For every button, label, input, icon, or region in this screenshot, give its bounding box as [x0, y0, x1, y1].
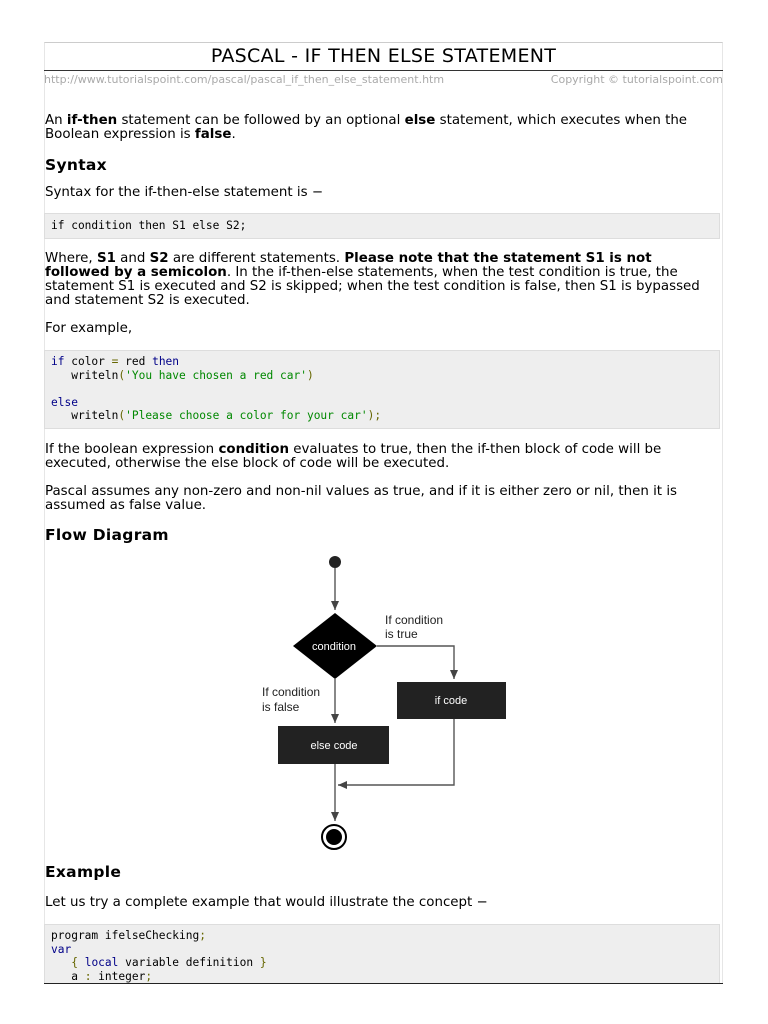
example-lead: For example, — [45, 321, 133, 336]
code-line-5: writeln('Please choose a color for your car'); — [51, 409, 382, 423]
code-line-4: else — [51, 395, 78, 409]
example-heading: Example — [45, 863, 122, 881]
program-line-2: var — [51, 942, 72, 956]
source-url[interactable]: http://www.tutorialspoint.com/pascal/pascal_if_then_else_statement.htm — [44, 73, 445, 86]
syntax-code-line: if condition then S1 else S2; — [51, 219, 247, 232]
true-label-line2: is true — [385, 627, 418, 641]
true-label-line1: If condition — [385, 613, 444, 627]
syntax-heading: Syntax — [45, 156, 107, 174]
truth-paragraph: Pascal assumes any non-zero and non-nil values as true, and if it is either zero or nil, then it is assumed as false value. — [45, 484, 678, 513]
page-bottom-rule — [44, 983, 723, 984]
explain-paragraph: If the boolean expression condition evaluates to true, then the if-then block of code will be executed, otherwise the else block of code will be executed. — [45, 442, 662, 471]
code-line-1: if color = red then — [51, 355, 180, 368]
program-line-4: a : integer; — [51, 969, 153, 983]
program-line-3: { local variable definition } — [71, 956, 267, 970]
program-code-block — [44, 924, 720, 983]
copyright-notice: Copyright © tutorialspoint.com — [550, 73, 723, 86]
condition-label: condition — [311, 641, 357, 653]
true-branch-arrow — [377, 646, 454, 679]
else-code-label: else code — [310, 740, 358, 752]
code-line-2: writeln('You have chosen a red car') — [51, 368, 314, 382]
false-label-line2: is false — [262, 700, 300, 714]
intro-paragraph: An if-then statement can be followed by an optional else statement, which executes when the Boolean expression is false. — [45, 113, 688, 142]
end-node — [326, 829, 342, 845]
flow-diagram-heading: Flow Diagram — [45, 526, 169, 544]
page-title: PASCAL - IF THEN ELSE STATEMENT — [210, 45, 557, 67]
where-paragraph: Where, S1 and S2 are different statements. Please note that the statement S1 is not followed by a semicolon. In the if-then-else statements, when the test condition is true, the statement S1 is executed and S2 is skipped; when the test condition is false, then S1 is bypassed and statement S2 is executed. — [45, 251, 700, 308]
false-label-line1: If condition — [262, 685, 321, 699]
program-line-1: program ifelseChecking; — [51, 929, 206, 942]
start-node — [329, 556, 341, 568]
syntax-lead: Syntax for the if-then-else statement is − — [45, 185, 324, 200]
if-code-label: if code — [434, 695, 468, 707]
example-lead-2: Let us try a complete example that would illustrate the concept − — [45, 895, 488, 910]
